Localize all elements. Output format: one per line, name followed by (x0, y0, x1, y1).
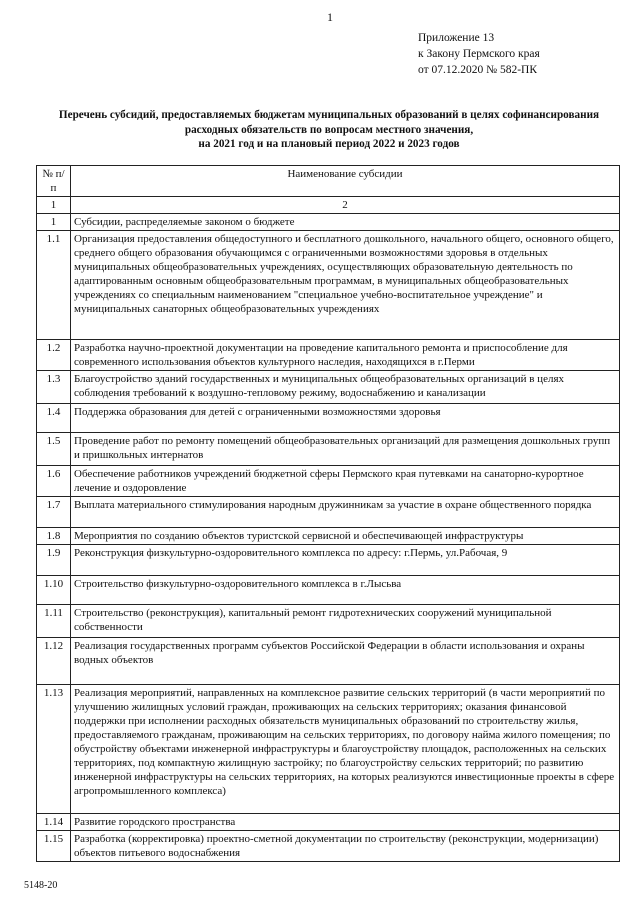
table-row (37, 231, 620, 340)
appendix-line-2: к Закону Пермского края (418, 48, 540, 60)
document-title (30, 108, 628, 152)
row-number: 1.10 (37, 576, 71, 605)
subsidies-table (36, 165, 620, 862)
row-subsidy-name: Разработка (корректировка) проектно-сметной документации по строительству (реконструкции, модернизации) объектов питьевого водоснабжения (71, 831, 620, 862)
row-subsidy-name: Реализация государственных программ субъектов Российской Федерации в области использования и охраны водных объектов (71, 638, 620, 685)
appendix-line-1: Приложение 13 (418, 32, 495, 44)
row-number: 1.12 (37, 638, 71, 685)
page-number: 1 (327, 10, 333, 24)
row-number: 1.3 (37, 371, 71, 404)
column-number-row (37, 197, 620, 214)
row-subsidy-name: Строительство (реконструкция), капитальный ремонт гидротехнических сооружений муниципальной собственности (71, 605, 620, 638)
table-row (37, 814, 620, 831)
row-number: 1.2 (37, 340, 71, 371)
row-number: 1.14 (37, 814, 71, 831)
row-subsidy-name: Благоустройство зданий государственных и муниципальных общеобразовательных организаций в целях соблюдения требований к воздушно-тепловому режиму, водоснабжению и канализации (71, 371, 620, 404)
row-number: 1.8 (37, 528, 71, 545)
row-number: 1.15 (37, 831, 71, 862)
row-subsidy-name: Реализация мероприятий, направленных на комплексное развитие сельских территорий (в части мероприятий по улучшению жилищных условий граждан, проживающих на сельских территориях; оказания финансовой поддержки при исполнении расходных обязательств муниципальных образований по строительству жилья, предоставляемого гражданам, проживающим на сельских территориях, по договору найма жилого помещения; по обустройству объектами инженерной инфраструктуры и благоустройству площадок, расположенных на сельских территориях, под компактную жилищную застройку; по благоустройству сельских территорий; по развитию инженерной инфраструктуры на сельских территориях, на которых реализуются инвестиционные проекты в сфере агропромышленного комплекса) (71, 685, 620, 814)
row-subsidy-name: Проведение работ по ремонту помещений общеобразовательных организаций для размещения дошкольных групп и пришкольных интернатов (71, 433, 620, 466)
col-number-2: 2 (71, 197, 620, 214)
row-subsidy-name: Мероприятия по созданию объектов туристской сервисной и обеспечивающей инфраструктуры (71, 528, 620, 545)
row-number: 1.7 (37, 497, 71, 528)
table-row (37, 605, 620, 638)
table-row (37, 528, 620, 545)
row-subsidy-name: Выплата материального стимулирования народным дружинникам за участие в охране общественного порядка (71, 497, 620, 528)
table-row (37, 466, 620, 497)
row-number: 1.6 (37, 466, 71, 497)
table-header-row (37, 166, 620, 197)
table-row (37, 214, 620, 231)
footer-code: 5148-20 (24, 880, 58, 891)
title-line-3: на 2021 год и на плановый период 2022 и 2023 годов (198, 138, 460, 150)
table-row (37, 831, 620, 862)
table-row (37, 433, 620, 466)
header-name: Наименование субсидии (71, 166, 620, 197)
table-row (37, 638, 620, 685)
row-subsidy-name: Субсидии, распределяемые законом о бюджете (71, 214, 620, 231)
appendix-line-3: от 07.12.2020 № 582-ПК (418, 64, 538, 76)
row-number: 1 (37, 214, 71, 231)
row-subsidy-name: Реконструкция физкультурно-оздоровительного комплекса по адресу: г.Пермь, ул.Рабочая, 9 (71, 545, 620, 576)
table-row (37, 404, 620, 433)
title-line-2: расходных обязательств по вопросам местного значения, (184, 123, 474, 136)
row-number: 1.4 (37, 404, 71, 433)
row-number: 1.9 (37, 545, 71, 576)
row-number: 1.1 (37, 231, 71, 340)
row-subsidy-name: Организация предоставления общедоступного и бесплатного дошкольного, начального общего, основного общего, среднего общего образования обучающимся с ограниченными возможностями здоровья в отдельных муниципальных общеобразовательных учреждениях, осуществляющих образовательную деятельность по адаптированным основным общеобразовательным программам, в муниципальных общеобразовательных учреждениях со специальным наименованием "специальное учебно-воспитательное учреждение" и муниципальных санаторных общеобразовательных учреждениях (71, 231, 620, 340)
row-number: 1.13 (37, 685, 71, 814)
row-subsidy-name: Поддержка образования для детей с ограниченными возможностями здоровья (71, 404, 620, 433)
col-number-1: 1 (37, 197, 71, 214)
title-line-1: Перечень субсидий, предоставляемых бюджетам муниципальных образований в целях софинансирования (58, 109, 600, 121)
row-subsidy-name: Обеспечение работников учреждений бюджетной сферы Пермского края путевками на санаторно-курортное лечение и оздоровление (71, 466, 620, 497)
row-number: 1.5 (37, 433, 71, 466)
table-row (37, 371, 620, 404)
table-row (37, 545, 620, 576)
table-row (37, 497, 620, 528)
header-num: № п/п (37, 166, 71, 197)
table-row (37, 576, 620, 605)
table-row (37, 685, 620, 814)
row-subsidy-name: Разработка научно-проектной документации на проведение капитального ремонта и приспособление для современного использования объектов культурного наследия, находящихся в г.Перми (71, 340, 620, 371)
table-row (37, 340, 620, 371)
row-number: 1.11 (37, 605, 71, 638)
appendix-block (418, 30, 540, 78)
row-subsidy-name: Строительство физкультурно-оздоровительного комплекса в г.Лысьва (71, 576, 620, 605)
row-subsidy-name: Развитие городского пространства (71, 814, 620, 831)
